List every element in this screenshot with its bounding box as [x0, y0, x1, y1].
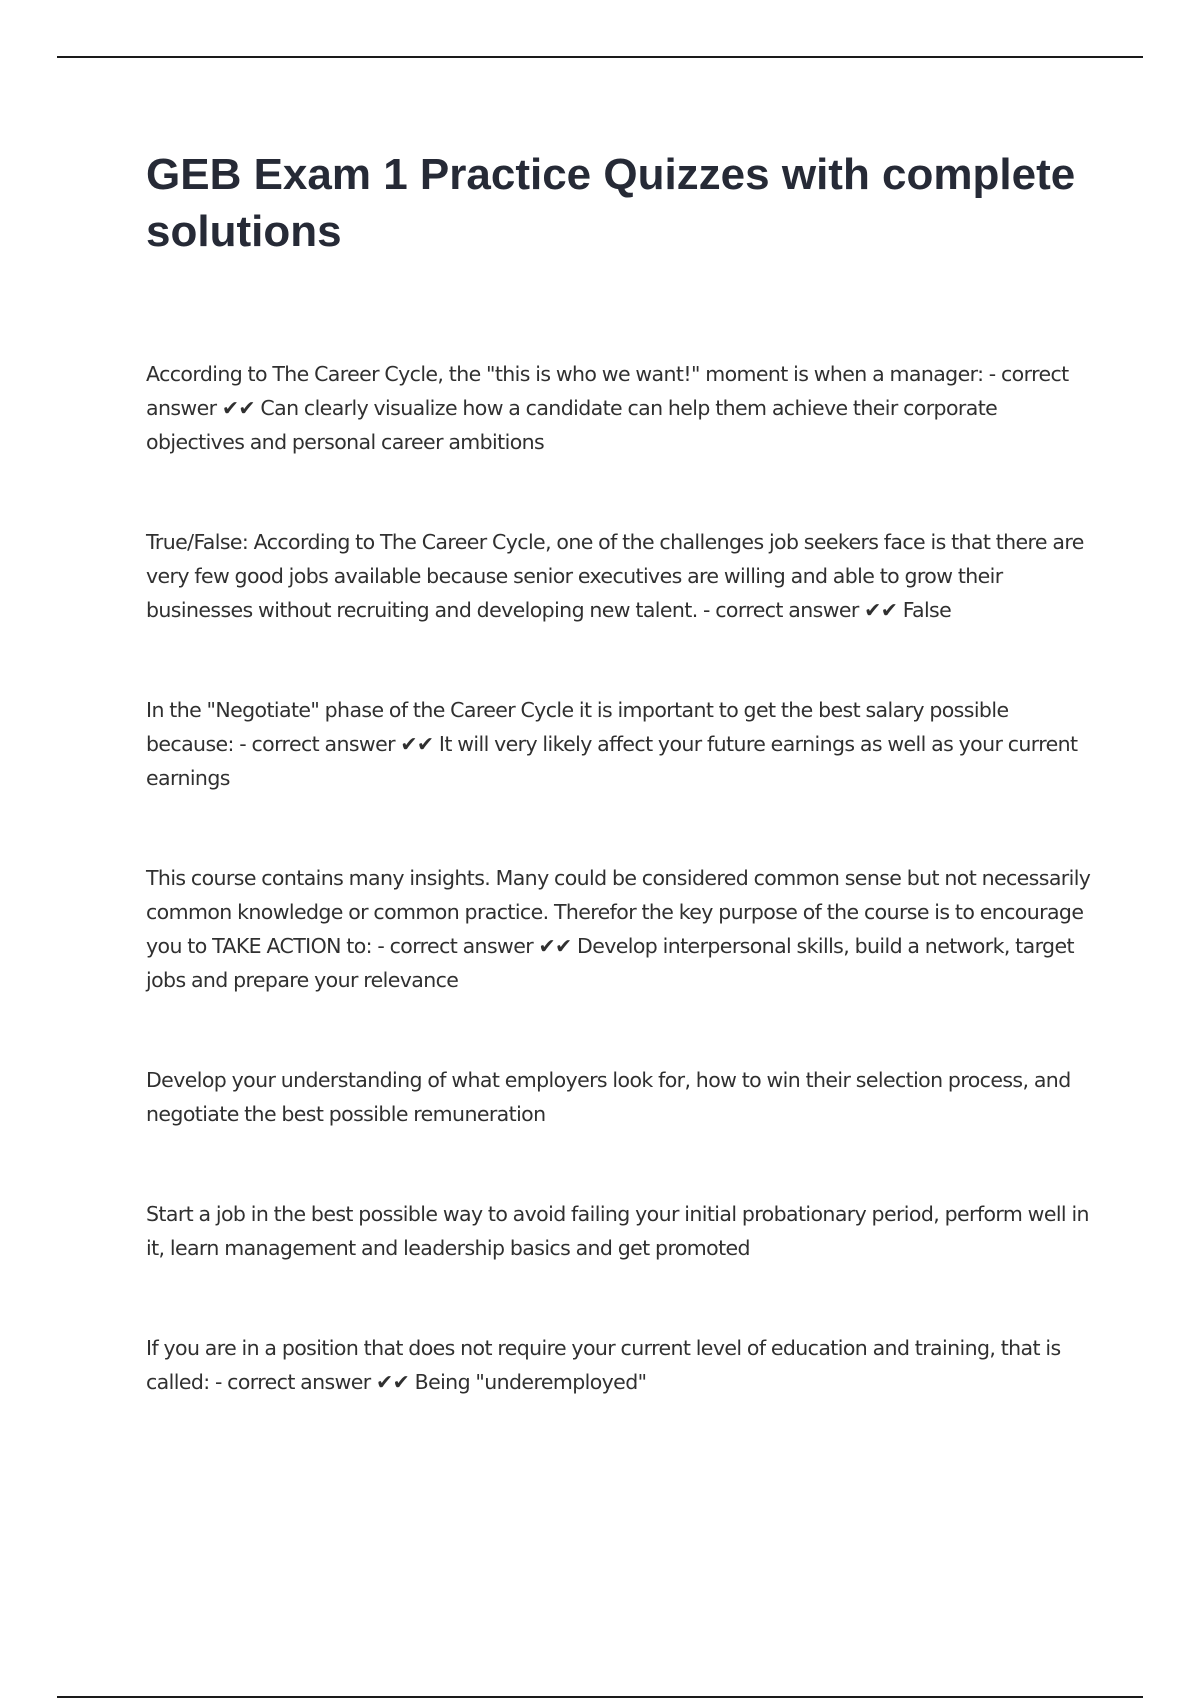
- qa-list: [146, 357, 1096, 1399]
- qa-item-3: In the "Negotiate" phase of the Career Cycle it is important to get the best salary possible because: - correct answer ✔✔ It will very likely affect your future earnings as well as your current earnings: [146, 698, 1078, 790]
- bottom-rule: [57, 1696, 1143, 1698]
- qa-item-2: True/False: According to The Career Cycle, one of the challenges job seekers face is that there are very few good jobs available because senior executives are willing and able to grow their businesses without recruiting and developing new talent. - correct answer ✔✔ False: [146, 530, 1084, 622]
- qa-item-1: According to The Career Cycle, the "this is who we want!" moment is when a manager: - correct answer ✔✔ Can clearly visualize how a candidate can help them achieve their corporate objectives and personal career ambitions: [146, 362, 1069, 454]
- qa-item-7: If you are in a position that does not require your current level of education and training, that is called: - correct answer ✔✔ Being "underemployed": [146, 1336, 1061, 1394]
- top-rule: [57, 56, 1143, 58]
- qa-item-6: Start a job in the best possible way to avoid failing your initial probationary period, perform well in it, learn management and leadership basics and get promoted: [146, 1202, 1089, 1260]
- qa-item-5: Develop your understanding of what employers look for, how to win their selection process, and negotiate the best possible remuneration: [146, 1068, 1071, 1126]
- document-title: GEB Exam 1 Practice Quizzes with complete solutions: [146, 150, 1076, 256]
- qa-item-4: This course contains many insights. Many could be considered common sense but not necessarily common knowledge or common practice. Therefor the key purpose of the course is to encourage you to TAKE ACTION to: - correct answer ✔✔ Develop interpersonal skills, build a network, target jobs and prepare your relevance: [146, 866, 1091, 992]
- document-body: [146, 146, 1096, 1465]
